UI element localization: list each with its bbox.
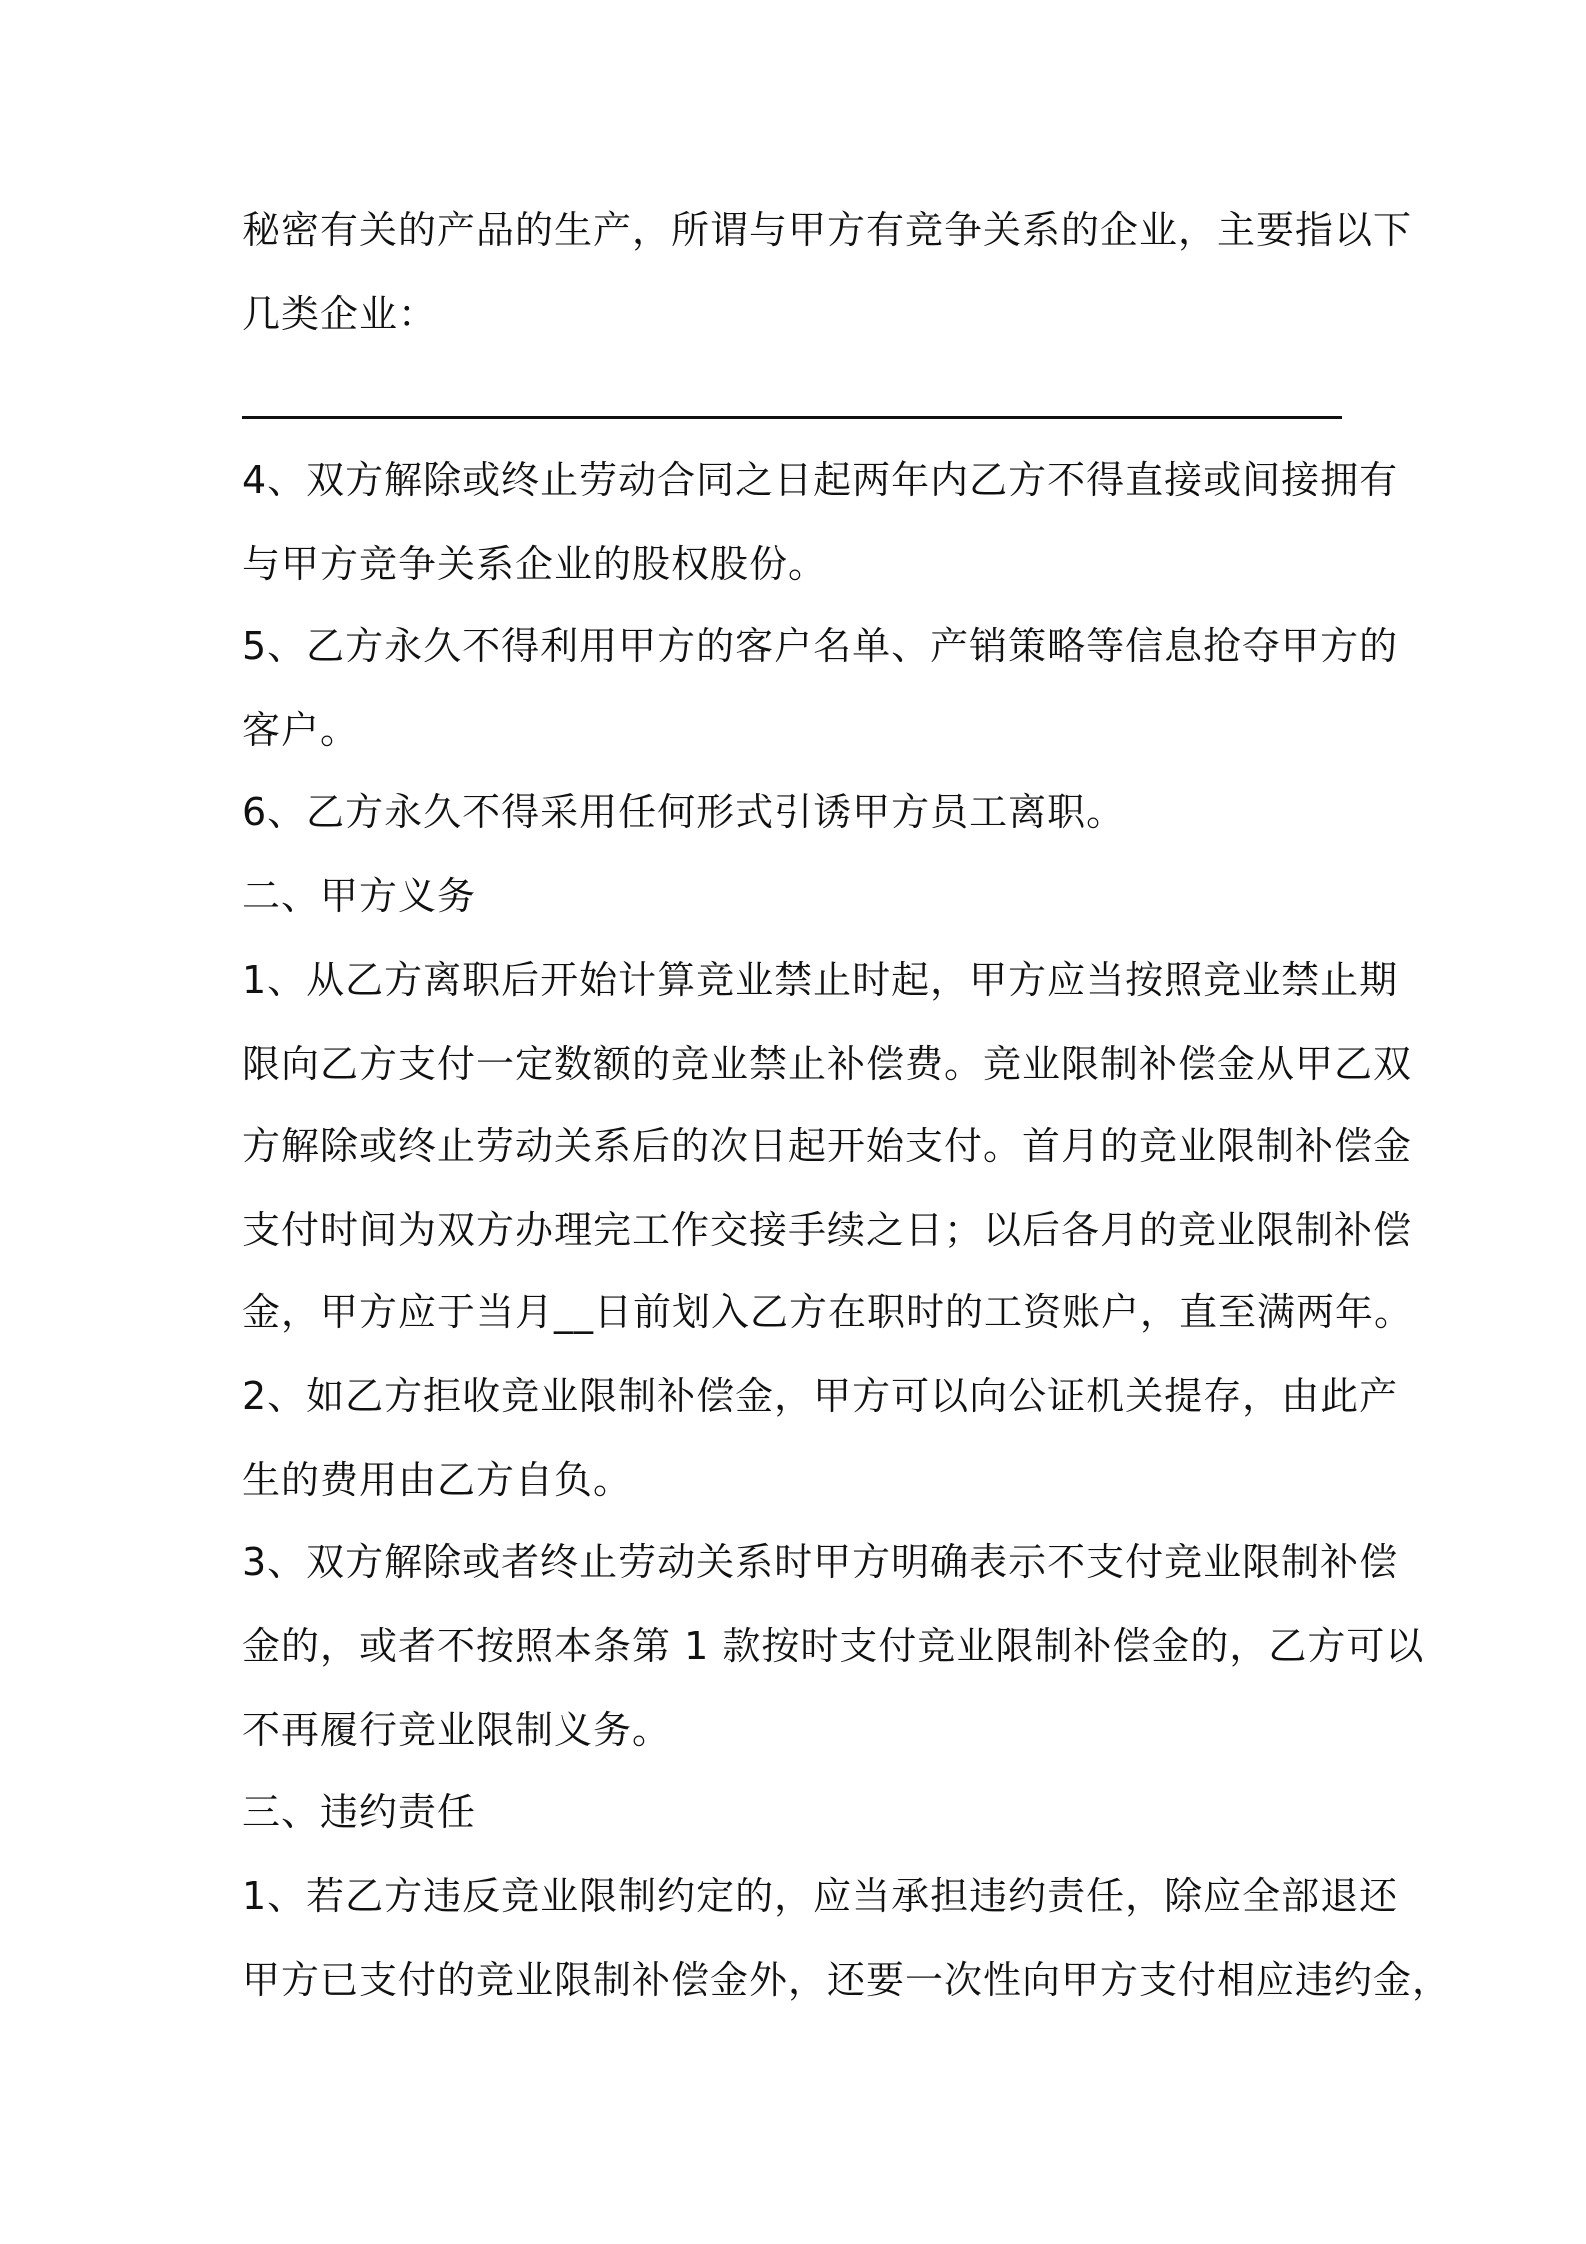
text-line: 支付时间为双方办理完工作交接手续之日；以后各月的竞业限制补偿: [242, 1208, 1413, 1252]
text-line: 4、双方解除或终止劳动合同之日起两年内乙方不得直接或间接拥有: [242, 458, 1399, 502]
text-line: 甲方已支付的竞业限制补偿金外，还要一次性向甲方支付相应违约金，: [242, 1958, 1452, 2002]
text-line: 1、从乙方离职后开始计算竞业禁止时起，甲方应当按照竞业禁止期: [242, 958, 1399, 1002]
blank-fill-line: [242, 416, 1342, 419]
text-line: 秘密有关的产品的生产，所谓与甲方有竞争关系的企业，主要指以下: [242, 208, 1413, 252]
text-line: 1、若乙方违反竞业限制约定的，应当承担违约责任，除应全部退还: [242, 1874, 1399, 1918]
text-line: 不再履行竞业限制义务。: [242, 1708, 672, 1752]
text-line: 方解除或终止劳动关系后的次日起开始支付。首月的竞业限制补偿金: [242, 1124, 1413, 1168]
text-line: 生的费用由乙方自负。: [242, 1458, 633, 1502]
text-line: 客户。: [242, 708, 360, 752]
text-line: 2、如乙方拒收竞业限制补偿金，甲方可以向公证机关提存，由此产: [242, 1374, 1399, 1418]
section-heading: 二、甲方义务: [242, 874, 477, 918]
text-line: 金的，或者不按照本条第 1 款按时支付竞业限制补偿金的，乙方可以: [242, 1624, 1425, 1668]
text-line: 限向乙方支付一定数额的竞业禁止补偿费。竞业限制补偿金从甲乙双: [242, 1042, 1413, 1086]
text-line: 5、乙方永久不得利用甲方的客户名单、产销策略等信息抢夺甲方的: [242, 624, 1399, 668]
text-line: 6、乙方永久不得采用任何形式引诱甲方员工离职。: [242, 790, 1126, 834]
section-heading: 三、违约责任: [242, 1790, 477, 1834]
text-line: 与甲方竞争关系企业的股权股份。: [242, 542, 828, 586]
text-line: 金，甲方应于当月__日前划入乙方在职时的工资账户，直至满两年。: [242, 1290, 1414, 1334]
text-line: 几类企业：: [242, 292, 438, 336]
text-line: 3、双方解除或者终止劳动关系时甲方明确表示不支付竞业限制补偿: [242, 1540, 1399, 1584]
